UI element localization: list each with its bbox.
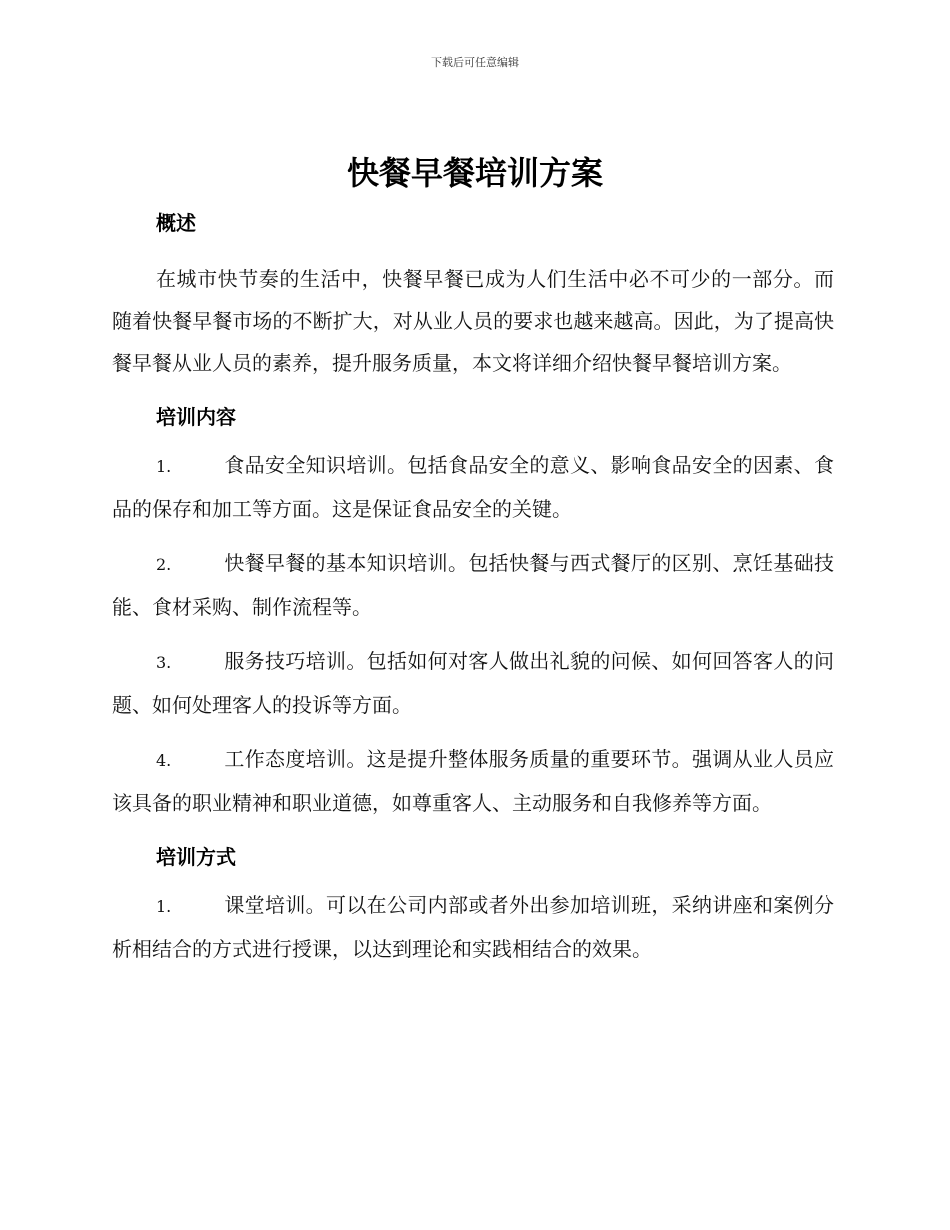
list-item [112, 444, 834, 530]
list-item [112, 640, 834, 726]
list-item-text: 快餐早餐的基本知识培训。包括快餐与西式餐厅的区别、烹饪基础技能、食材采购、制作流程等。 [112, 551, 834, 619]
list-item [112, 738, 834, 824]
list-item [112, 884, 834, 970]
header-note: 下载后可任意编辑 [431, 56, 519, 69]
list-item-text: 课堂培训。可以在公司内部或者外出参加培训班，采纳讲座和案例分析相结合的方式进行授课，以达到理论和实践相结合的效果。 [112, 893, 834, 961]
section-heading-content: 培训内容 [156, 405, 236, 429]
list-item-text: 食品安全知识培训。包括食品安全的意义、影响食品安全的因素、食品的保存和加工等方面。这是保证食品安全的关键。 [112, 453, 834, 521]
overview-paragraph: 在城市快节奏的生活中，快餐早餐已成为人们生活中必不可少的一部分。而随着快餐早餐市场的不断扩大，对从业人员的要求也越来越高。因此，为了提高快餐早餐从业人员的素养，提升服务质量，本文将详细介绍快餐早餐培训方案。 [112, 267, 834, 375]
document-title: 快餐早餐培训方案 [346, 154, 603, 192]
list-item [112, 542, 834, 628]
list-number: 2. [156, 555, 172, 574]
list-item-text: 工作态度培训。这是提升整体服务质量的重要环节。强调从业人员应该具备的职业精神和职业道德，如尊重客人、主动服务和自我修养等方面。 [112, 747, 834, 815]
document-body [112, 198, 834, 970]
section-heading-methods: 培训方式 [156, 845, 236, 869]
list-number: 4. [156, 751, 172, 770]
list-number: 1. [156, 457, 172, 476]
list-number: 1. [156, 897, 172, 916]
list-item-text: 服务技巧培训。包括如何对客人做出礼貌的问候、如何回答客人的问题、如何处理客人的投诉等方面。 [112, 649, 834, 717]
list-number: 3. [156, 653, 172, 672]
section-heading-overview: 概述 [156, 211, 196, 235]
